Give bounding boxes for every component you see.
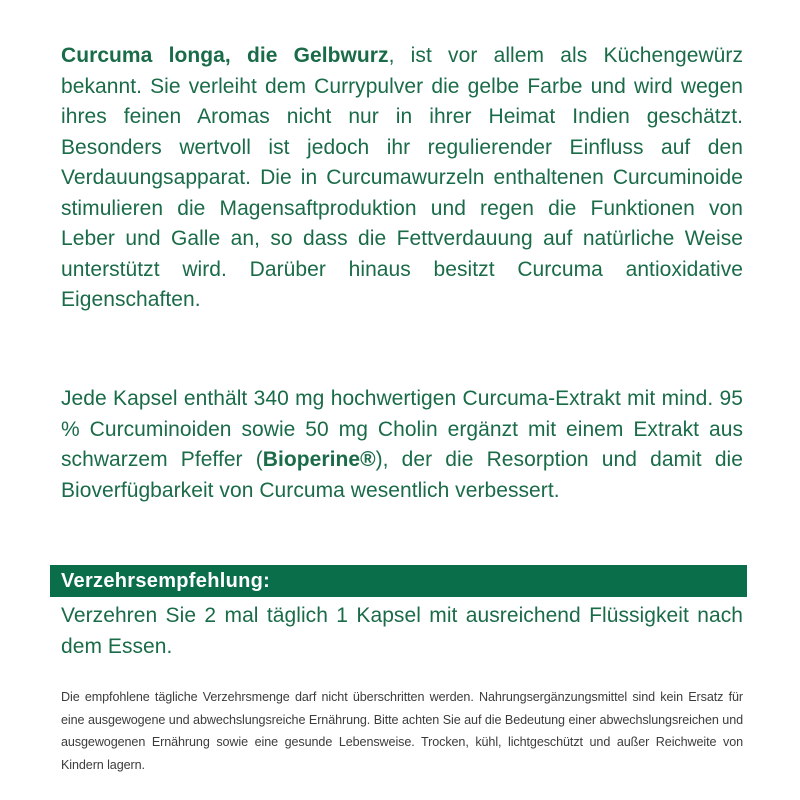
intro-paragraph [61, 41, 743, 316]
recommendation-heading: Verzehrsempfehlung: [61, 570, 271, 592]
capsule-text-after: ), der die Resorption und damit die Bioverfügbarkeit von Curcuma wesentlich verbessert. [61, 448, 743, 502]
capsule-paragraph [61, 384, 743, 506]
disclaimer-text: Die empfohlene tägliche Verzehrsmenge darf nicht überschritten werden. Nahrungsergänzungsmittel sind kein Ersatz für eine ausgewogene und abwechslungsreiche Ernährung. Bitte achten Sie auf die Bedeutung einer abwechslungsreichen und ausgewogenen Ernährung sowie eine gesunde Lebensweise. Trocken, kühl, lichtgeschützt und außer Reichweite von Kindern lagern. [61, 690, 743, 772]
intro-title: Curcuma longa, die Gelbwurz [61, 44, 389, 67]
capsule-text-before: Jede Kapsel enthält 340 mg hochwertigen Curcuma-Extrakt mit mind. 95 % Curcuminoiden sowie 50 mg Cholin ergänzt mit einem Extrakt aus schwarzem Pfeffer ( [61, 387, 743, 471]
recommendation-text: Verzehren Sie 2 mal täglich 1 Kapsel mit ausreichend Flüssigkeit nach dem Essen. [61, 604, 743, 658]
intro-text: , ist vor allem als Küchengewürz bekannt. Sie verleiht dem Currypulver die gelbe Farbe und wird wegen ihres feinen Aromas nicht nur in ihrer Heimat Indien geschätzt. Besonders wertvoll ist jedoch ihr regulierender Einfluss auf den Verdauungsapparat. Die in Curcumawurzeln enthaltenen Curcuminoide stimulieren die Magensaftproduktion und regen die Funktionen von Leber und Galle an, so dass die Fettverdauung auf natürliche Weise unterstützt wird. Darüber hinaus besitzt Curcuma antioxidative Eigenschaften. [61, 44, 743, 311]
brand-name: Bioperine® [262, 448, 376, 471]
recommendation-heading-bar [50, 565, 747, 597]
